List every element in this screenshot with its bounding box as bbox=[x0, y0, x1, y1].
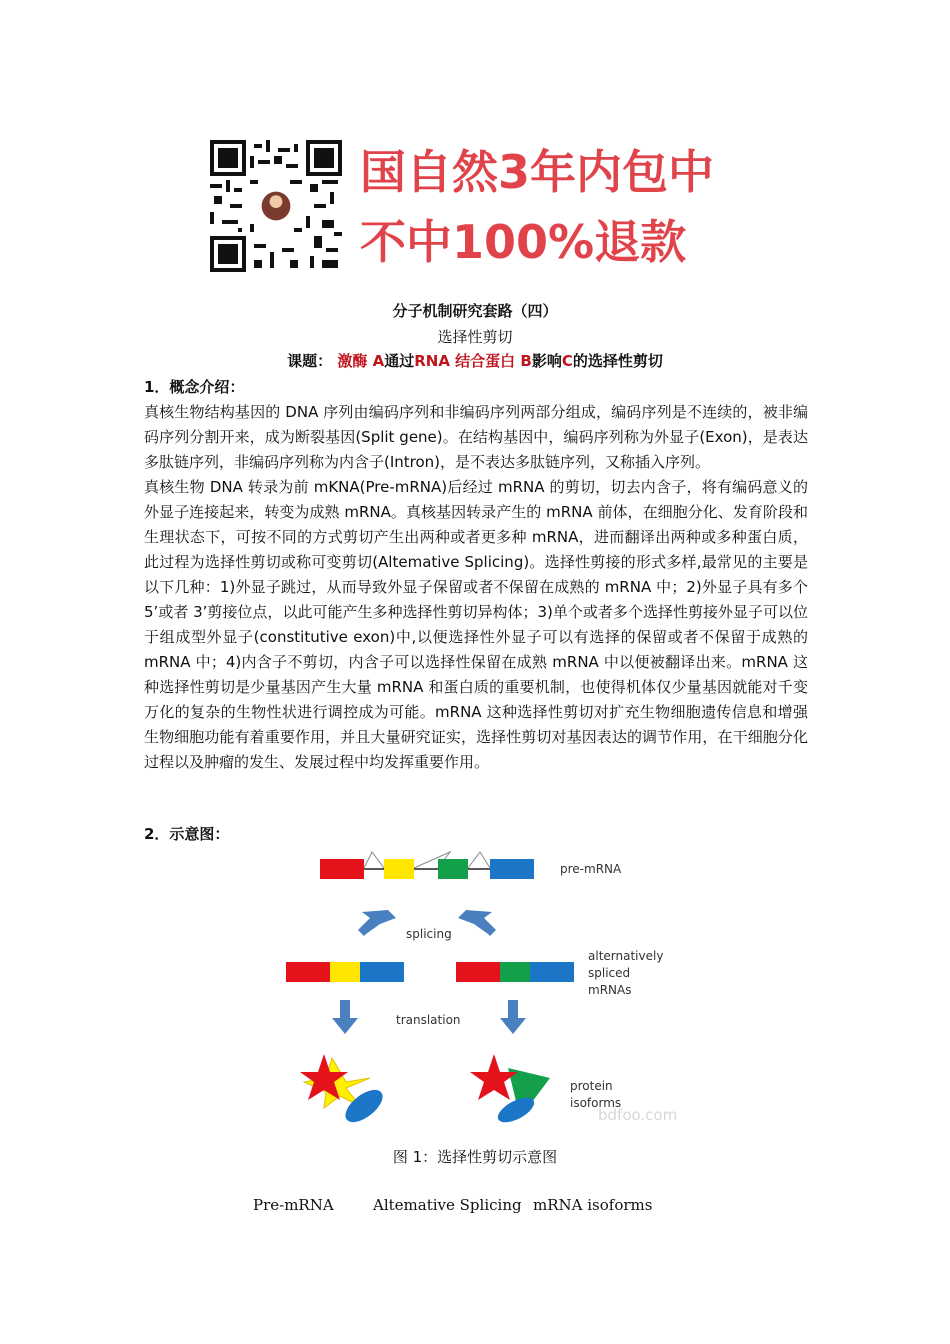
term-mrna-isoforms: mRNA isoforms bbox=[533, 1196, 653, 1214]
promo-line-1: 国自然3年内包中 bbox=[360, 145, 715, 199]
mrna2-red bbox=[456, 962, 500, 982]
document-subtitle: 选择性剪切 bbox=[437, 328, 513, 346]
protein-isoform-2 bbox=[470, 1054, 550, 1127]
topic-affect: 影响 bbox=[531, 352, 562, 370]
topic-via: 通过 bbox=[384, 352, 415, 370]
protein-label-1: protein bbox=[570, 1079, 613, 1093]
arrow-down-right-icon bbox=[458, 910, 496, 936]
paragraph-1: 真核生物结构基因的 DNA 序列由编码序列和非编码序列两部分组成，编码序列是不连续的，被非编码序列分割开来，成为断裂基因(Split gene)。在结构基因中，编码序列称为外显子(Exon)，是表达多肽链序列，非编码序列称为内含子(Intron)，是不表达多肽链序列，又称插入序列。 bbox=[144, 403, 808, 471]
promo-banner bbox=[210, 140, 750, 280]
arrow-down-icon bbox=[332, 1000, 358, 1034]
term-pre-mrna: Pre-mRNA bbox=[253, 1196, 334, 1214]
qr-code-image bbox=[210, 140, 342, 272]
term-alternative-splicing: Altemative Splicing bbox=[373, 1196, 522, 1214]
section-1-heading: 1．概念介绍： bbox=[144, 378, 245, 396]
watermark: bdfoo.com bbox=[598, 1106, 678, 1124]
alt-label-1: alternatively bbox=[588, 949, 664, 963]
splicing-diagram bbox=[280, 842, 680, 1132]
topic-line bbox=[0, 350, 950, 371]
exon-blue bbox=[490, 859, 534, 879]
alt-label-2: spliced bbox=[588, 966, 631, 980]
mrna1-red bbox=[286, 962, 330, 982]
exon-yellow bbox=[384, 859, 414, 879]
paragraph-2: 真核生物 DNA 转录为前 mKNA(Pre-mRNA)后经过 mRNA 的剪切，切去内含子，将有编码意义的外显子连接起来，转变为成熟 mRNA。真核基因转录产生的 mRNA 前体，在细胞分化、发育阶段和生理状态下，可按不同的方式剪切产生出两种或者更多种 mRNA，进而翻译出两种或多种蛋白质，此过程为选择性剪切或称可变剪切(Altemative Splicing)。选择性剪接的形式多样,最常见的主要是以下几种：1)外显子跳过，从而导致外显子保留或者不保留在成熟的 mRNA 中；2)外显子具有多个 5’或者 3’剪接位点，以此可能产生多种选择性剪切异构体；3)单个或者多个选择性剪接外显子可以位于组成型外显子(constitutive exon)中,以便选择性外显子可以有选择的保留或者不保留于成熟的 mRNA 中；4)内含子不剪切，内含子可以选择性保留在成熟 mRNA 中以便被翻译出来。mRNA 这种选择性剪切是少量基因产生大量 mRNA 和蛋白质的重要机制，也使得机体仅少量基因就能对千变万化的复杂的生物性状进行调控成为可能。mRNA 这种选择性剪切对扩充生物细胞遗传信息和增强生物细胞功能有着重要作用，并且大量研究证实，选择性剪切对基因表达的调节作用，在干细胞分化过程以及肿瘤的发生、发展过程中均发挥重要作用。 bbox=[144, 478, 808, 771]
section-2-heading: 2．示意图： bbox=[144, 825, 230, 843]
figure-caption: 图 1：选择性剪切示意图 bbox=[392, 1148, 558, 1166]
splice-junction bbox=[468, 852, 490, 868]
alt-label-3: mRNAs bbox=[588, 983, 632, 997]
pre-mrna-label: pre-mRNA bbox=[560, 862, 622, 876]
splicing-label: splicing bbox=[406, 927, 452, 941]
section-1 bbox=[144, 375, 808, 775]
arrow-down-left-icon bbox=[358, 910, 396, 936]
exon-green bbox=[438, 859, 468, 879]
mrna1-yellow bbox=[330, 962, 360, 982]
topic-suffix: 的选择性剪切 bbox=[572, 352, 663, 370]
translation-label: translation bbox=[396, 1013, 461, 1027]
topic-kinase: 激酶 A bbox=[337, 352, 385, 370]
protein-label-2: isoforms bbox=[570, 1096, 622, 1110]
promo-line-2: 不中100%退款 bbox=[360, 215, 687, 269]
topic-rbp: RNA 结合蛋白 B bbox=[414, 352, 532, 370]
protein-isoform-1 bbox=[300, 1054, 388, 1128]
mrna2-blue bbox=[530, 962, 574, 982]
mrna2-green bbox=[500, 962, 530, 982]
exon-red bbox=[320, 859, 364, 879]
document-title: 分子机制研究套路（四） bbox=[392, 302, 558, 320]
mrna1-blue bbox=[360, 962, 404, 982]
topic-prefix: 课题： bbox=[287, 352, 333, 370]
topic-c: C bbox=[561, 352, 573, 370]
arrow-down-icon bbox=[500, 1000, 526, 1034]
splice-junction bbox=[364, 852, 384, 868]
